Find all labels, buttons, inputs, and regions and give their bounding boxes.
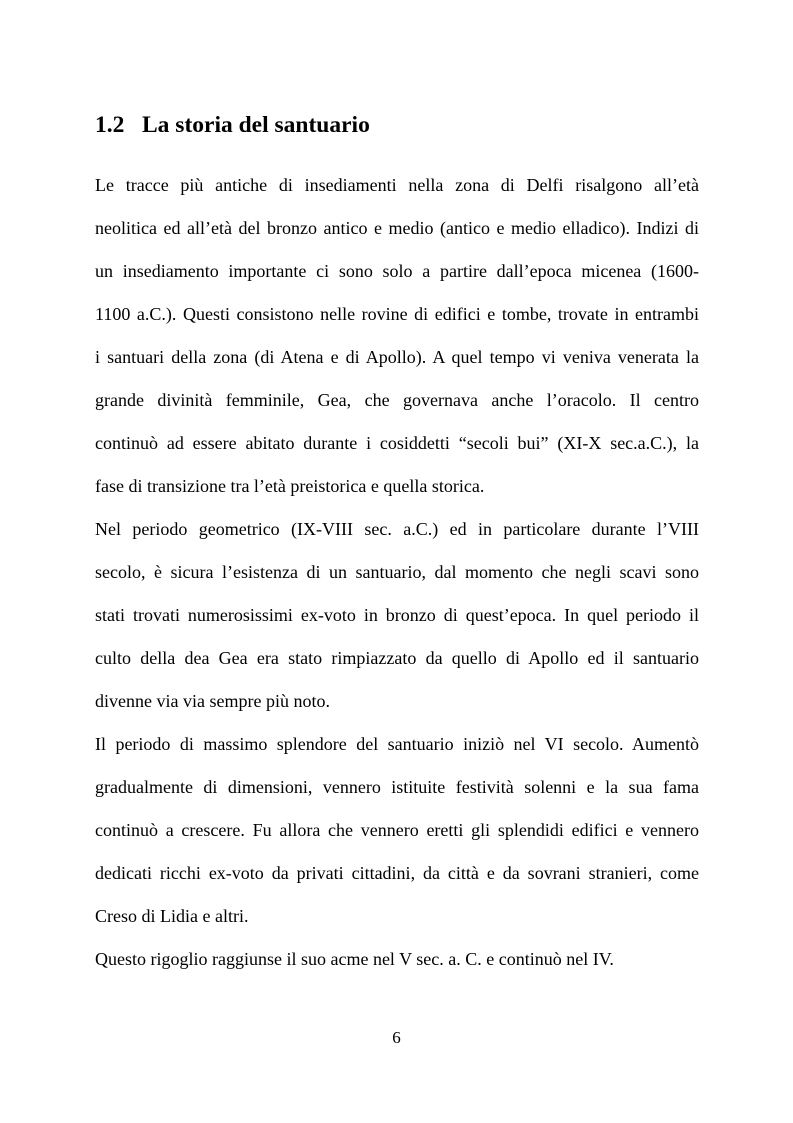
paragraph-3-line-3: continuò a crescere. Fu allora che vennero eretti gli splendidi edifici e vennero bbox=[95, 820, 699, 840]
paragraph-4-line-1: Questo rigoglio raggiunse il suo acme nel V sec. a. C. e continuò nel IV. bbox=[95, 949, 614, 969]
paragraph-1-line-1: Le tracce più antiche di insediamenti nella zona di Delfi risalgono all’età bbox=[95, 175, 699, 195]
paragraph-1-line-4: 1100 a.C.). Questi consistono nelle rovine di edifici e tombe, trovate in entrambi bbox=[95, 304, 699, 324]
paragraph-3-line-4: dedicati ricchi ex-voto da privati cittadini, da città e da sovrani stranieri, come bbox=[95, 863, 699, 883]
paragraph-1-line-6: grande divinità femminile, Gea, che governava anche l’oracolo. Il centro bbox=[95, 390, 699, 410]
section-heading bbox=[95, 114, 370, 138]
paragraph-2-line-4: culto della dea Gea era stato rimpiazzato da quello di Apollo ed il santuario bbox=[95, 648, 699, 668]
page-number: 6 bbox=[392, 1028, 401, 1047]
paragraph-3-line-5: Creso di Lidia e altri. bbox=[95, 906, 249, 926]
paragraph-3-line-2: gradualmente di dimensioni, vennero istituite festività solenni e la sua fama bbox=[95, 777, 699, 797]
paragraph-3-line-1: Il periodo di massimo splendore del santuario iniziò nel VI secolo. Aumentò bbox=[95, 734, 699, 754]
paragraph-1-line-7: continuò ad essere abitato durante i cosiddetti “secoli bui” (XI-X sec.a.C.), la bbox=[95, 433, 699, 453]
paragraph-2-line-5: divenne via via sempre più noto. bbox=[95, 691, 330, 711]
paragraph-1-line-3: un insediamento importante ci sono solo a partire dall’epoca micenea (1600- bbox=[95, 261, 699, 281]
section-number: 1.2 bbox=[95, 112, 125, 138]
section-title: La storia del santuario bbox=[142, 112, 370, 138]
paragraph-2-line-2: secolo, è sicura l’esistenza di un santuario, dal momento che negli scavi sono bbox=[95, 562, 699, 582]
paragraph-1-line-5: i santuari della zona (di Atena e di Apollo). A quel tempo vi veniva venerata la bbox=[95, 347, 699, 367]
paragraph-1-line-2: neolitica ed all’età del bronzo antico e medio (antico e medio elladico). Indizi di bbox=[95, 218, 699, 238]
paragraph-1-line-8: fase di transizione tra l’età preistorica e quella storica. bbox=[95, 476, 485, 496]
paragraph-2-line-1: Nel periodo geometrico (IX-VIII sec. a.C.) ed in particolare durante l’VIII bbox=[95, 519, 699, 539]
paragraph-2-line-3: stati trovati numerosissimi ex-voto in bronzo di quest’epoca. In quel periodo il bbox=[95, 605, 699, 625]
